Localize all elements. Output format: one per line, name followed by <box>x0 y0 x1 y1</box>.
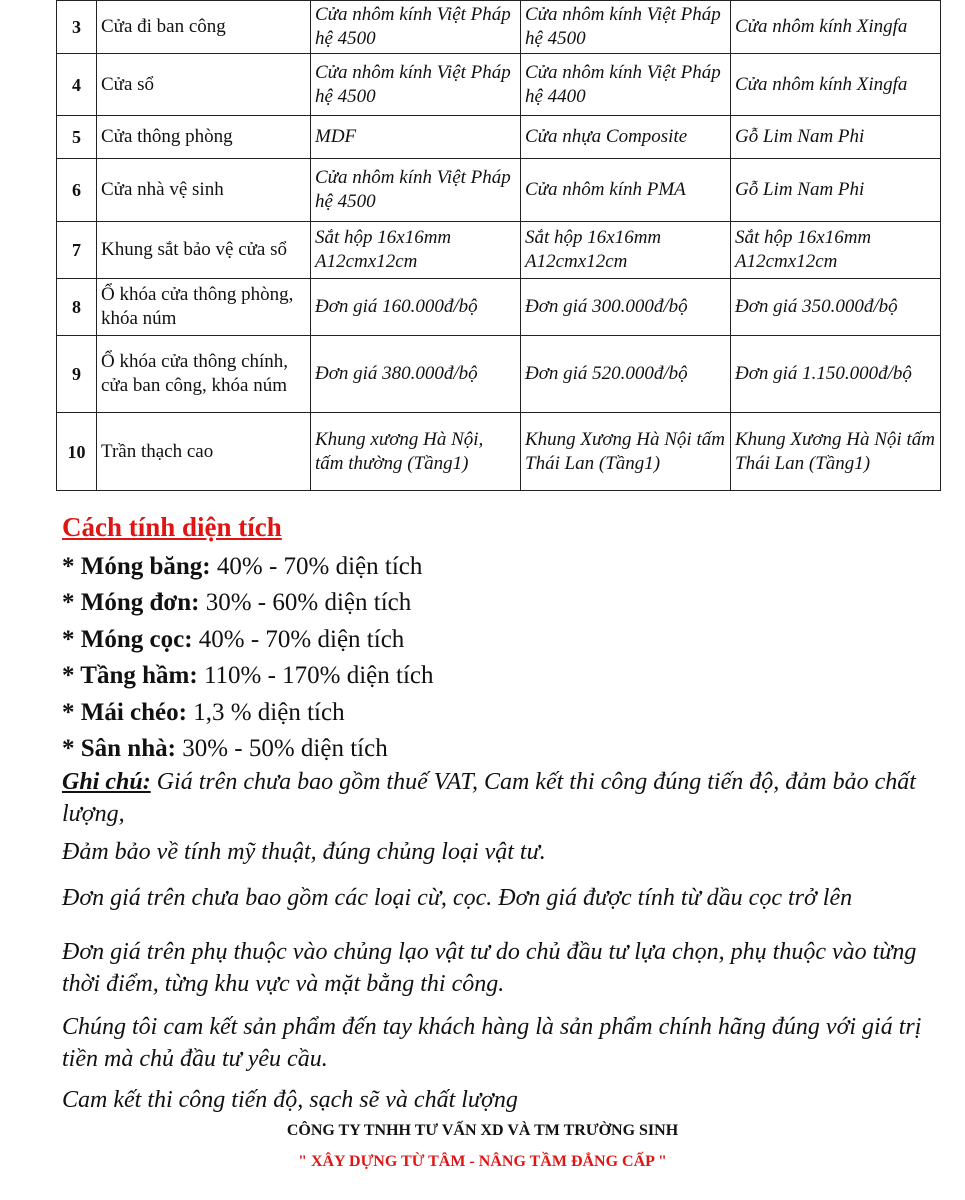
row-option-1: Cửa nhôm kính Việt Pháp hệ 4500 <box>311 159 521 222</box>
note-vat <box>62 766 932 830</box>
area-label: * Mái chéo: <box>62 698 187 726</box>
table-row <box>57 336 941 413</box>
row-option-1: MDF <box>311 116 521 159</box>
row-item: Cửa sổ <box>97 54 311 116</box>
row-item: Cửa đi ban công <box>97 1 311 54</box>
table-row <box>57 54 941 116</box>
area-label: * Sân nhà: <box>62 734 176 762</box>
area-value: 30% - 60% diện tích <box>199 589 412 617</box>
note-label: Ghi chú: <box>62 769 151 795</box>
area-label: * Móng cọc: <box>62 625 193 653</box>
row-item: Cửa thông phòng <box>97 116 311 159</box>
area-value: 40% - 70% diện tích <box>192 625 405 653</box>
company-name: CÔNG TY TNHH TƯ VẤN XD VÀ TM TRƯỜNG SINH <box>286 1122 679 1139</box>
row-option-3: Cửa nhôm kính Xingfa <box>731 54 941 116</box>
row-option-2: Đơn giá 520.000đ/bộ <box>521 336 731 413</box>
note-text: Giá trên chưa bao gồm thuế VAT, Cam kết thi công đúng tiến độ, đảm bảo chất lượng, <box>62 769 916 827</box>
company-slogan: " XÂY DỰNG TỪ TÂM - NÂNG TẦM ĐẲNG CẤP " <box>298 1153 667 1170</box>
row-option-3: Sắt hộp 16x16mm A12cmx12cm <box>731 222 941 279</box>
table-row <box>57 222 941 279</box>
note-schedule: Cam kết thi công tiến độ, sạch sẽ và chất lượng <box>62 1087 518 1113</box>
table-row <box>57 413 941 491</box>
row-number: 8 <box>57 279 97 336</box>
row-option-1: Cửa nhôm kính Việt Pháp hệ 4500 <box>311 1 521 54</box>
table-row <box>57 159 941 222</box>
row-option-1: Khung xương Hà Nội, tấm thường (Tầng1) <box>311 413 521 491</box>
list-item <box>62 586 434 622</box>
row-number: 7 <box>57 222 97 279</box>
area-calc-list <box>62 550 434 768</box>
area-value: 1,3 % diện tích <box>186 698 345 726</box>
row-item: Trần thạch cao <box>97 413 311 491</box>
row-option-3: Cửa nhôm kính Xingfa <box>731 1 941 54</box>
row-option-2: Cửa nhôm kính Việt Pháp hệ 4500 <box>521 1 731 54</box>
row-number: 3 <box>57 1 97 54</box>
table-row <box>57 1 941 54</box>
area-value: 30% - 50% diện tích <box>175 734 388 762</box>
row-option-3: Khung Xương Hà Nội tấm Thái Lan (Tầng1) <box>731 413 941 491</box>
row-option-3: Đơn giá 1.150.000đ/bộ <box>731 336 941 413</box>
row-option-2: Cửa nhựa Composite <box>521 116 731 159</box>
note-commitment: Chúng tôi cam kết sản phẩm đến tay khách hàng là sản phẩm chính hãng đúng với giá trị tiền mà chủ đầu tư yêu cầu. <box>62 1014 922 1072</box>
row-number: 5 <box>57 116 97 159</box>
row-option-1: Đơn giá 160.000đ/bộ <box>311 279 521 336</box>
list-item <box>62 550 434 586</box>
table-row <box>57 116 941 159</box>
row-option-1: Sắt hộp 16x16mm A12cmx12cm <box>311 222 521 279</box>
row-number: 9 <box>57 336 97 413</box>
row-number: 6 <box>57 159 97 222</box>
list-item <box>62 732 434 768</box>
materials-table <box>56 0 941 491</box>
row-option-2: Khung Xương Hà Nội tấm Thái Lan (Tầng1) <box>521 413 731 491</box>
area-label: * Tầng hầm: <box>62 662 198 690</box>
row-option-2: Cửa nhôm kính Việt Pháp hệ 4400 <box>521 54 731 116</box>
row-item: Cửa nhà vệ sinh <box>97 159 311 222</box>
area-label: * Móng đơn: <box>62 589 200 617</box>
row-item: Ổ khóa cửa thông phòng, khóa núm <box>97 279 311 336</box>
area-value: 40% - 70% diện tích <box>210 553 423 580</box>
area-calc-title: Cách tính diện tích <box>62 512 282 542</box>
note-aesthetic: Đảm bảo về tính mỹ thuật, đúng chủng loại vật tư. <box>62 839 546 865</box>
row-option-2: Cửa nhôm kính PMA <box>521 159 731 222</box>
area-value: 110% - 170% diện tích <box>197 662 434 690</box>
list-item <box>62 696 434 732</box>
row-option-1: Cửa nhôm kính Việt Pháp hệ 4500 <box>311 54 521 116</box>
row-number: 4 <box>57 54 97 116</box>
row-option-3: Đơn giá 350.000đ/bộ <box>731 279 941 336</box>
note-dependency: Đơn giá trên phụ thuộc vào chủng lạo vật tư do chủ đầu tư lựa chọn, phụ thuộc vào từng thời điểm, từng khu vực và mặt bằng thi công. <box>62 939 917 997</box>
list-item <box>62 623 434 659</box>
row-option-1: Đơn giá 380.000đ/bộ <box>311 336 521 413</box>
row-option-2: Đơn giá 300.000đ/bộ <box>521 279 731 336</box>
area-label: * Móng băng: <box>62 553 211 580</box>
row-item: Khung sắt bảo vệ cửa sổ <box>97 222 311 279</box>
table-row <box>57 279 941 336</box>
row-number: 10 <box>57 413 97 491</box>
row-option-3: Gỗ Lim Nam Phi <box>731 159 941 222</box>
list-item <box>62 659 434 695</box>
row-option-3: Gỗ Lim Nam Phi <box>731 116 941 159</box>
row-option-2: Sắt hộp 16x16mm A12cmx12cm <box>521 222 731 279</box>
row-item: Ổ khóa cửa thông chính, cửa ban công, khóa núm <box>97 336 311 413</box>
note-piles: Đơn giá trên chưa bao gồm các loại cừ, cọc. Đơn giá được tính từ dầu cọc trở lên <box>62 885 853 911</box>
